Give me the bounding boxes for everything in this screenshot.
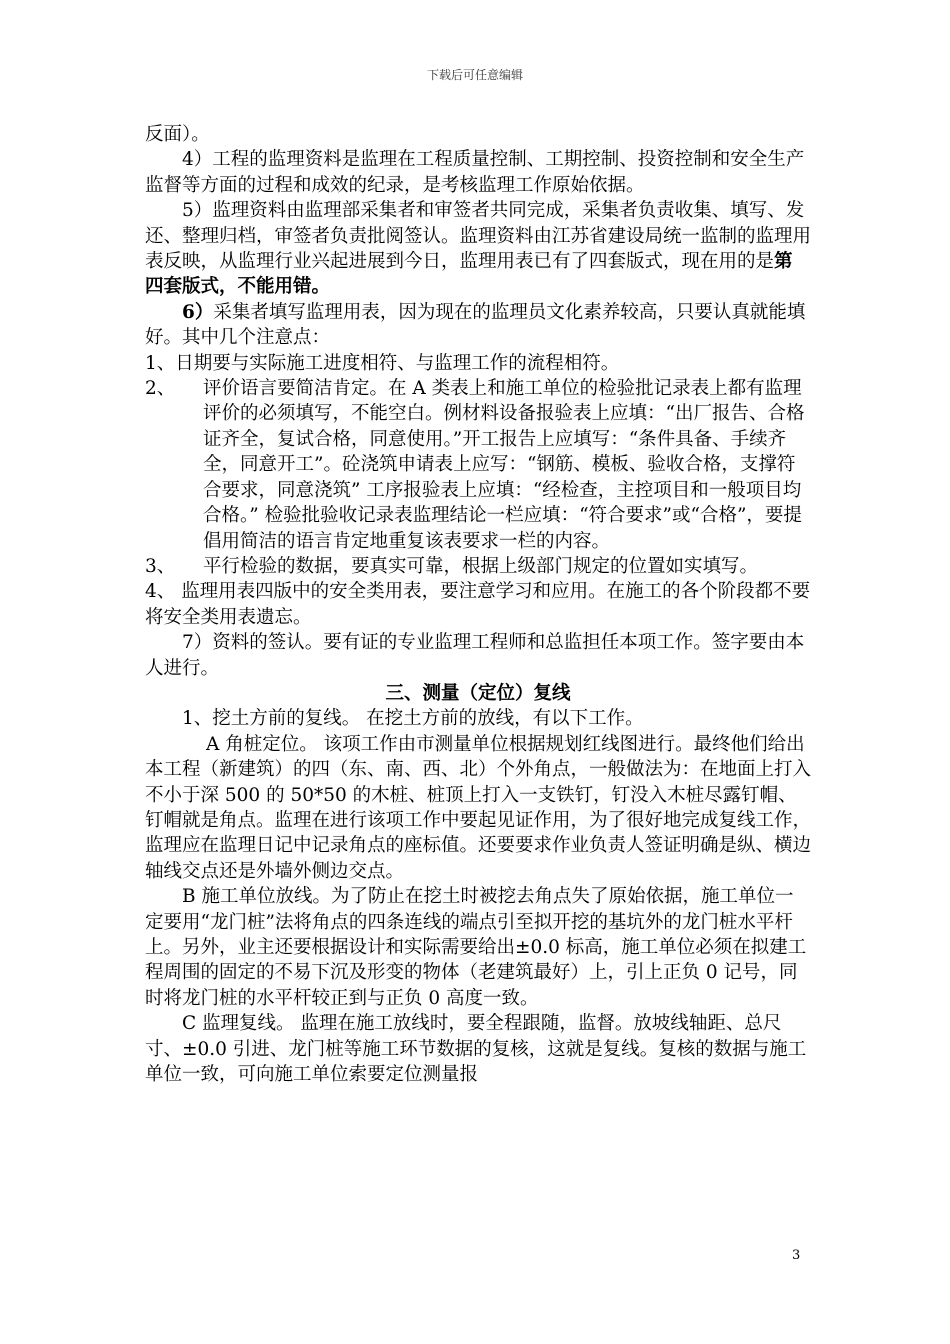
paragraph: 7）资料的签认。要有证的专业监理工程师和总监担任本项工作。签字要由本人进行。 xyxy=(145,632,805,679)
page-number: 3 xyxy=(792,1248,801,1263)
list-item-number: 3、 xyxy=(145,555,176,577)
document-body xyxy=(145,122,811,1087)
list-item: 1、日期要与实际施工进度相符、与监理工作的流程相符。 xyxy=(145,352,620,374)
list-item-number: 2、 xyxy=(145,378,176,400)
paragraph: B 施工单位放线。为了防止在挖土时被挖去角点失了原始依据，施工单位一定要用“龙门桩”法将角点的四条连线的端点引至拟开挖的基坑外的龙门桩水平杆上。另外，业主还要根据设计和实际需要给出±0.0 标高，施工单位必须在拟建工程周围的固定的不易下沉及形变的物体（老建筑最好）上，引上正负 0 记号，同时将龙门桩的水平杆较正到与正负 0 高度一致。 xyxy=(145,886,807,1009)
list-item: 4、 监理用表四版中的安全类用表，要注意学习和应用。在施工的各个阶段都不要将安全类用表遗忘。 xyxy=(145,581,811,628)
list-item-text: 评价语言要简洁肯定。在 A 类表上和施工单位的检验批记录表上都有监理评价的必须填写，不能空白。例材料设备报验表上应填：“出厂报告、合格证齐全，复试合格，同意使用。”开工报告上应填写：“条件具备、手续齐全，同意开工”。砼浇筑申请表上应写：“钢筋、模板、验收合格，支撑符合要求，同意浇筑” 工序报验表上应填：“经检查，主控项目和一般项目均合格。” 检验批验收记录表监理结论一栏应填：“符合要求”或“合格”，要提倡用简洁的语言肯定地重复该表要求一栏的内容。 xyxy=(203,378,805,552)
section-title: 三、测量（定位）复线 xyxy=(385,682,571,704)
list-item xyxy=(145,376,811,554)
paragraph xyxy=(145,198,811,300)
paragraph xyxy=(145,300,811,351)
list-item xyxy=(145,554,811,579)
paragraph-text: 5）监理资料由监理部采集者和审签者共同完成，采集者负责收集、填写、发还、整理归档，审签者负责批阅签认。监理资料由江苏省建设局统一监制的监理用表反映，从监理行业兴起进展到今日，监理用表已有了四套版式，现在用的是 xyxy=(145,200,812,273)
paragraph-text: 采集者填写监理用表，因为现在的监理员文化素养较高，只要认真就能填好。其中几个注意点： xyxy=(145,301,806,349)
paragraph-emphasis: 第四套版式，不能用错。 xyxy=(145,251,793,298)
paragraph: C 监理复线。 监理在施工放线时，要全程跟随，监督。放坡线轴距、总尺寸、±0.0 引进、龙门桩等施工环节数据的复核，这就是复线。复核的数据与施工单位一致，可向施工单位索要定位测量报 xyxy=(145,1013,807,1086)
paragraph: 4）工程的监理资料是监理在工程质量控制、工期控制、投资控制和安全生产监督等方面的过程和成效的纪录，是考核监理工作原始依据。 xyxy=(145,149,805,196)
paragraph: A 角桩定位。 该项工作由市测量单位根据规划红线图进行。最终他们给出本工程（新建筑）的四（东、南、西、北）个外角点，一般做法为：在地面上打入不小于深 500 的 50*50 的木桩、桩顶上打入一支铁钉，钉没入木桩尽露钉帽、钉帽就是角点。监理在进行该项工作中要起见证作用，为了很好地完成复线工作，监理应在监理日记中记录角点的座标值。还要要求作业负责人签证明确是纵、横边轴线交点还是外墙外侧边交点。 xyxy=(145,733,812,882)
paragraph-number: 6） xyxy=(182,301,214,323)
paragraph: 1、挖土方前的复线。 在挖土方前的放线，有以下工作。 xyxy=(182,708,644,730)
paragraph: 反面）。 xyxy=(145,124,210,145)
page-header: 下载后可任意编辑 xyxy=(426,68,523,82)
list-item-text: 平行检验的数据，要真实可靠，根据上级部门规定的位置如实填写。 xyxy=(203,555,759,577)
